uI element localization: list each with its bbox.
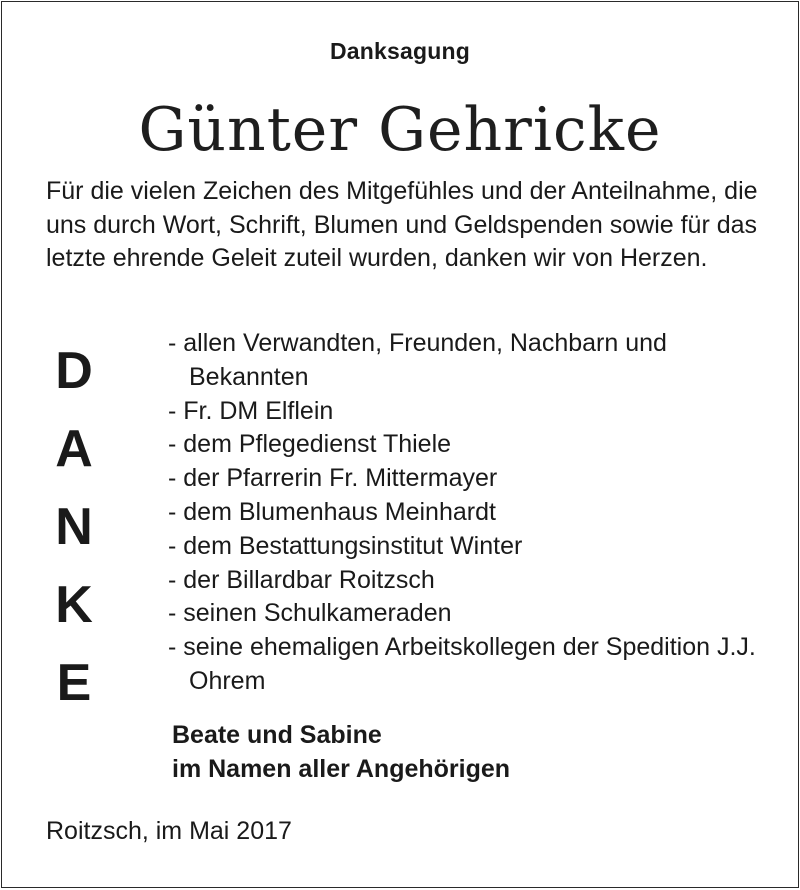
thanks-item: - der Pfarrerin Fr. Mittermayer bbox=[168, 464, 498, 493]
danke-letter: A bbox=[55, 420, 93, 478]
signature-relatives: im Namen aller Angehörigen bbox=[172, 755, 511, 783]
notice-heading: Danksagung bbox=[329, 38, 471, 64]
danke-letter: D bbox=[55, 342, 93, 400]
danke-letter: E bbox=[56, 654, 92, 712]
intro-text: Für die vielen Zeichen des Mitgefühles und der Anteilnahme, die uns durch Wort, Schrift, Blumen und Geldspenden sowie für das letzte ehrende Geleit zuteil wurden, danken wir von Herzen. bbox=[46, 177, 758, 272]
deceased-name: Günter Gehricke bbox=[138, 95, 662, 165]
thanks-item: - dem Bestattungsinstitut Winter bbox=[168, 531, 523, 560]
thanks-item: - Fr. DM Elflein bbox=[168, 396, 334, 425]
danke-vertical-word bbox=[46, 332, 102, 722]
thanks-item: - allen Verwandten, Freunden, Nachbarn und Bekannten bbox=[168, 329, 667, 391]
thanks-item: - dem Blumenhaus Meinhardt bbox=[168, 497, 496, 526]
danke-letter: K bbox=[55, 576, 93, 634]
signature-names: Beate und Sabine bbox=[172, 721, 382, 749]
thanks-list bbox=[168, 327, 768, 699]
signature-block bbox=[172, 718, 510, 786]
danke-letter: N bbox=[55, 498, 93, 556]
thanks-item: - seine ehemaligen Arbeitskollegen der Spedition J.J. Ohrem bbox=[168, 633, 756, 695]
obituary-notice bbox=[1, 1, 799, 888]
thanks-item: - dem Pflegedienst Thiele bbox=[168, 430, 452, 459]
thanks-item: - seinen Schulkameraden bbox=[168, 599, 452, 628]
thanks-item: - der Billardbar Roitzsch bbox=[168, 565, 435, 594]
place-date: Roitzsch, im Mai 2017 bbox=[46, 817, 292, 845]
